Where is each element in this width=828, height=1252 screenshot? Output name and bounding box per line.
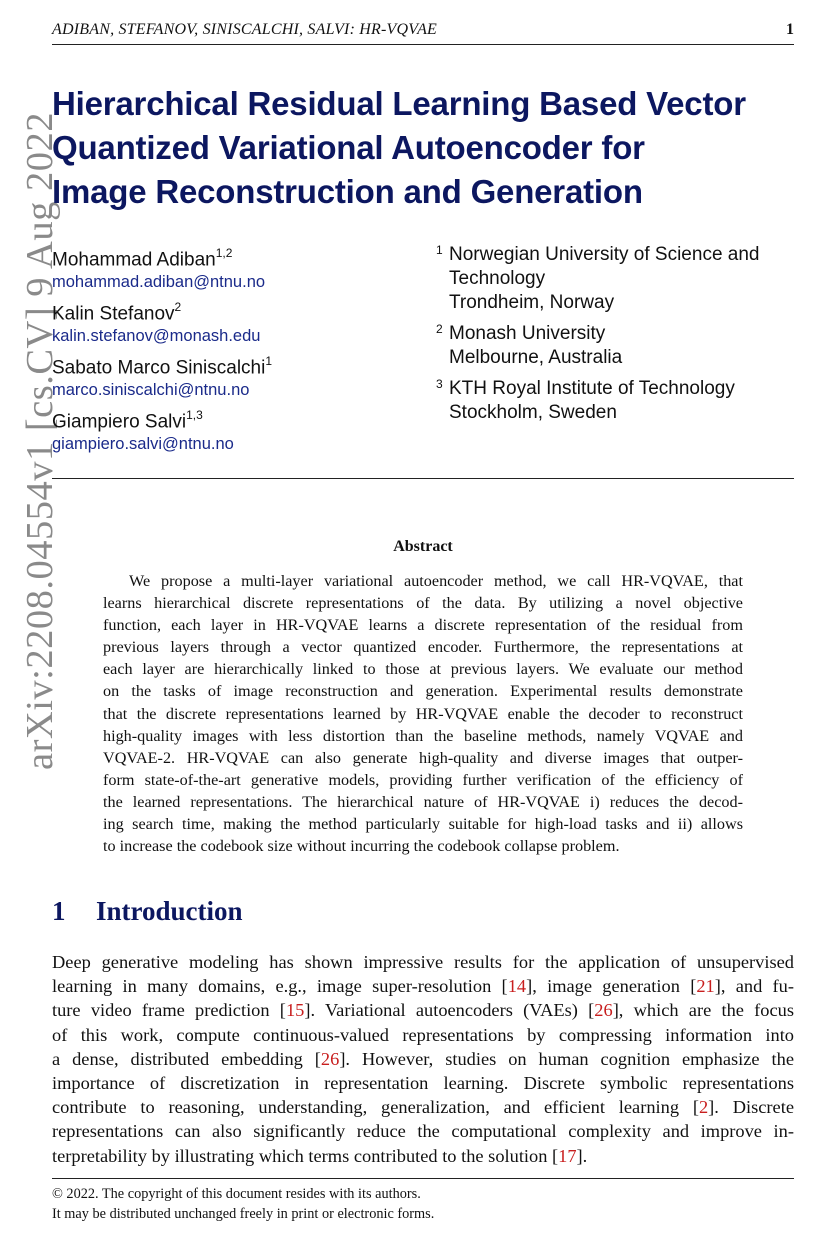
abstract-heading: Abstract (393, 538, 453, 555)
affiliation-number: 1 (436, 243, 443, 257)
body-line: representations can also significantly reduce the computational complexity and improve in- (52, 1121, 794, 1142)
affiliation-line: Norwegian University of Science and (449, 244, 760, 265)
author-email-link[interactable]: marco.siniscalchi@ntnu.no (52, 381, 250, 400)
body-line: a dense, distributed embedding [26]. However, studies on human cognition emphasize the (52, 1048, 794, 1069)
body-line: importance of discretization in representation learning. Discrete symbolic representations (52, 1073, 794, 1094)
abstract-line: to increase the codebook size without incurring the codebook collapse problem. (103, 837, 620, 856)
section-number: 1 (52, 896, 66, 926)
affiliation-entry (436, 243, 806, 315)
body-line: ture video frame prediction [15]. Variational autoencoders (VAEs) [26], which are the focus (52, 1000, 795, 1021)
arxiv-stamp: arXiv:2208.04554v1 [cs.CV] 9 Aug 2022 (19, 112, 61, 770)
body-line: of this work, compute continuous-valued representations by compressing information into (52, 1024, 794, 1045)
author-entry (52, 405, 412, 459)
affiliation-line: Melbourne, Australia (449, 347, 623, 368)
footnote-divider (52, 1178, 794, 1179)
author-list (52, 243, 412, 459)
divider (52, 478, 794, 479)
abstract-line: ing search time, making the method particularly suitable for high-load tasks and ii) allows (103, 815, 743, 834)
affiliation-line: Monash University (449, 323, 606, 344)
abstract-line: VQVAE-2. HR-VQVAE can also generate high-quality and diverse images that outper- (103, 748, 743, 767)
abstract-body (103, 570, 743, 857)
author-affil-sup: 2 (174, 300, 182, 314)
section-title: Introduction (96, 896, 243, 926)
author-email-link[interactable]: mohammad.adiban@ntnu.no (52, 273, 266, 292)
affiliation-entry (436, 377, 806, 425)
author-affil-sup: 1,2 (215, 246, 233, 260)
body-line: contribute to reasoning, understanding, generalization, and efficient learning [2]. Discrete (52, 1097, 794, 1118)
citation-link[interactable]: 21 (696, 976, 715, 997)
citation-link[interactable]: 2 (698, 1097, 709, 1118)
copyright-footnote (52, 1184, 794, 1224)
author-email-link[interactable]: kalin.stefanov@monash.edu (52, 327, 261, 346)
affiliation-list (436, 243, 806, 432)
author-entry (52, 297, 412, 351)
abstract-line: high-quality images with less distortion than the baseline methods, namely VQVAE and (103, 726, 743, 745)
author-affil-sup: 1,3 (186, 408, 203, 422)
affiliation-line: Technology (449, 268, 546, 289)
running-header (52, 20, 794, 45)
affiliation-line: Trondheim, Norway (449, 292, 615, 313)
running-head: ADIBAN, STEFANOV, SINISCALCHI, SALVI: HR-VQVAE (52, 21, 438, 38)
citation-link[interactable]: 14 (507, 976, 527, 997)
affiliation-line: Stockholm, Sweden (449, 402, 617, 423)
citation-link[interactable]: 26 (594, 1000, 613, 1021)
author-name: Giampiero Salvi (52, 411, 187, 433)
affiliation-number: 3 (436, 377, 443, 391)
abstract-line: We propose a multi-layer variational autoencoder method, we call HR-VQVAE, that (129, 572, 743, 590)
body-line: terpretability by illustrating which terms contributed to the solution [17]. (52, 1145, 588, 1166)
affiliation-line: KTH Royal Institute of Technology (449, 378, 735, 399)
intro-paragraph (52, 950, 794, 1168)
body-line: learning in many domains, e.g., image super-resolution [14], image generation [21], and fu- (52, 976, 795, 997)
author-name: Mohammad Adiban (52, 249, 216, 271)
abstract-line: that the discrete representations learned by HR-VQVAE enable the decoder to reconstruct (103, 704, 743, 723)
abstract-line: function, each layer in HR-VQVAE learns a discrete representation of the residual from (103, 616, 743, 635)
title-line: Hierarchical Residual Learning Based Vector (52, 85, 746, 122)
citation-link[interactable]: 26 (320, 1048, 340, 1069)
abstract-line: the learned representations. The hierarchical nature of HR-VQVAE i) reduces the decod- (103, 792, 743, 811)
affiliation-number: 2 (436, 322, 443, 336)
author-name: Kalin Stefanov (52, 303, 175, 325)
author-email-link[interactable]: giampiero.salvi@ntnu.no (52, 435, 234, 454)
footnote-line: © 2022. The copyright of this document resides with its authors. (52, 1186, 421, 1202)
author-name: Sabato Marco Siniscalchi (52, 357, 266, 379)
abstract-line: form state-of-the-art generative models, providing further verification of the efficiency of (103, 770, 743, 789)
abstract-line: on the tasks of image reconstruction and generation. Experimental results demonstrate (103, 682, 743, 701)
abstract-line: each layer are hierarchically linked to those at previous layers. We evaluate our method (103, 660, 743, 679)
citation-link[interactable]: 15 (285, 1000, 305, 1021)
abstract-line: previous layers through a vector quantized encoder. Furthermore, the representations at (103, 638, 743, 657)
section-heading (52, 896, 243, 927)
author-affil-sup: 1 (265, 354, 273, 368)
body-line: Deep generative modeling has shown impressive results for the application of unsupervised (52, 952, 794, 972)
author-entry (52, 351, 412, 405)
abstract-line: learns hierarchical discrete representations of the data. By utilizing a novel objective (103, 594, 743, 613)
title-line: Quantized Variational Autoencoder for (52, 129, 645, 166)
paper-title (52, 82, 812, 214)
footnote-line: It may be distributed unchanged freely in print or electronic forms. (52, 1206, 435, 1222)
citation-link[interactable]: 17 (558, 1145, 577, 1166)
page-number: 1 (786, 21, 794, 38)
affiliation-entry (436, 322, 806, 370)
title-line: Image Reconstruction and Generation (52, 173, 643, 210)
author-entry (52, 243, 412, 297)
